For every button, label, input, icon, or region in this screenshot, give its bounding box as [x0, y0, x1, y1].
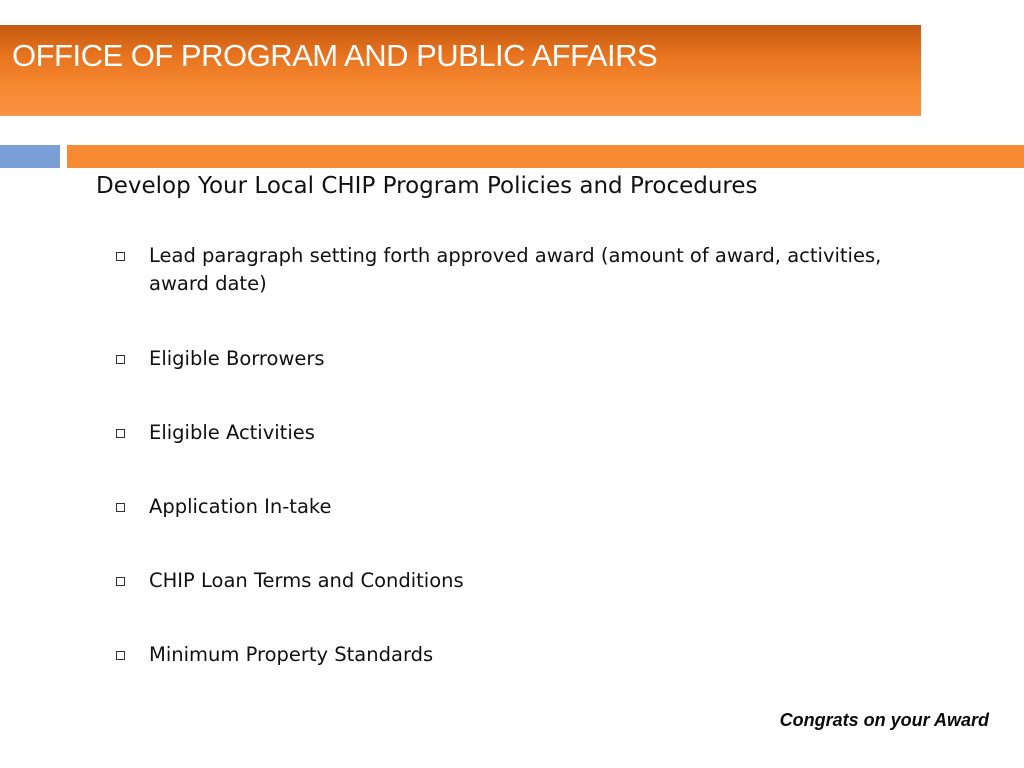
bullet-text: CHIP Loan Terms and Conditions: [149, 569, 464, 592]
footer-note: Congrats on your Award: [779, 710, 989, 730]
bullet-item-application-intake: [112, 493, 912, 521]
bullet-list: [112, 242, 912, 715]
bullet-item-eligible-borrowers: [112, 345, 912, 373]
slide-subtitle: Develop Your Local CHIP Program Policies and Procedures: [96, 173, 758, 199]
accent-bar-blue: [0, 145, 60, 168]
square-bullet-icon: [116, 429, 125, 438]
bullet-item-lead-paragraph: [112, 242, 912, 298]
bullet-item-eligible-activities: [112, 419, 912, 447]
accent-bar-orange: [67, 145, 1024, 168]
square-bullet-icon: [116, 577, 125, 586]
square-bullet-icon: [116, 355, 125, 364]
bullet-text: Lead paragraph setting forth approved award (amount of award, activities, award date): [149, 244, 882, 295]
bullet-text: Application In-take: [149, 495, 332, 518]
bullet-item-loan-terms: [112, 567, 912, 595]
square-bullet-icon: [116, 252, 125, 261]
bullet-text: Eligible Activities: [149, 421, 315, 444]
slide-title: OFFICE OF PROGRAM AND PUBLIC AFFAIRS: [12, 38, 658, 73]
bullet-text: Eligible Borrowers: [149, 347, 325, 370]
square-bullet-icon: [116, 503, 125, 512]
square-bullet-icon: [116, 651, 125, 660]
bullet-text: Minimum Property Standards: [149, 643, 434, 666]
bullet-item-property-standards: [112, 641, 912, 669]
